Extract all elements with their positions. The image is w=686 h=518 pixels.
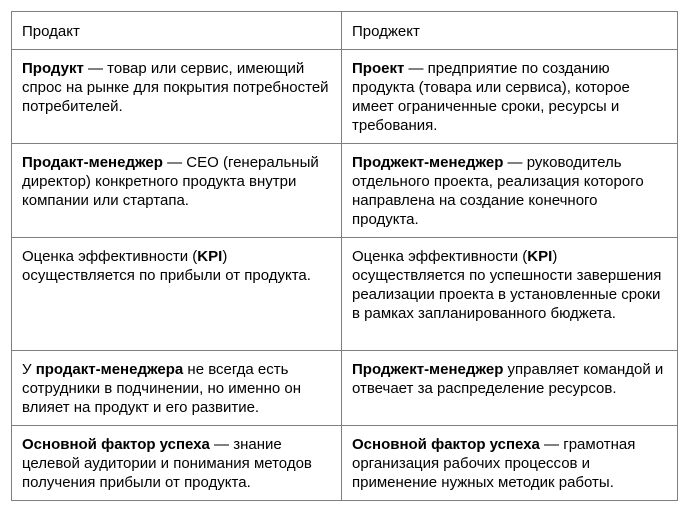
- cell-text: — предприятие по созданию продукта (товара или сервиса), которое имеет ограниченные сроки, ресурсы и требования.: [352, 60, 630, 134]
- term-bold: Проджект-менеджер: [352, 361, 504, 378]
- table-row: [12, 144, 678, 238]
- cell-text: — CEO (генеральный директор) конкретного продукта внутри компании или стартапа.: [22, 154, 319, 209]
- cell-project-success: [342, 426, 678, 501]
- table-row: [12, 50, 678, 144]
- term-bold: Основной фактор успеха: [22, 436, 210, 453]
- table-row: [12, 238, 678, 351]
- cell-project-definition: [342, 50, 678, 144]
- table-row: [12, 426, 678, 501]
- table-row: [12, 351, 678, 426]
- cell-project-manager: [342, 144, 678, 238]
- cell-product-kpi: [12, 238, 342, 351]
- cell-text: не всегда есть сотрудники в подчинении, но именно он влияет на продукт и его развитие.: [22, 361, 302, 416]
- cell-text: — грамотная организация рабочих процессов и применение нужных методик работы.: [352, 436, 636, 491]
- term-bold: Проект: [352, 60, 405, 77]
- cell-text: ) осуществляется по успешности завершения реализации проекта в установленные сроки в рамках запланированного бюджета.: [352, 248, 662, 322]
- table-header-row: [12, 12, 678, 50]
- cell-text: — знание целевой аудитории и понимания методов получения прибыли от продукта.: [22, 436, 312, 491]
- header-cell-product: [12, 12, 342, 50]
- cell-text: Оценка эффективности (: [22, 248, 198, 265]
- cell-product-success: [12, 426, 342, 501]
- cell-text: ) осуществляется по прибыли от продукта.: [22, 248, 311, 284]
- cell-text: У: [22, 361, 36, 378]
- header-label-project: Проджект: [352, 23, 420, 40]
- term-bold: продакт-менеджера: [35, 361, 184, 378]
- cell-product-team: [12, 351, 342, 426]
- term-bold: Основной фактор успеха: [352, 436, 540, 453]
- cell-text: управляет командой и отвечает за распределение ресурсов.: [352, 361, 664, 397]
- cell-text: Оценка эффективности (: [352, 248, 528, 265]
- cell-text: — товар или сервис, имеющий спрос на рынке для покрытия потребностей потребителей.: [22, 60, 329, 115]
- cell-product-manager: [12, 144, 342, 238]
- cell-project-team: [342, 351, 678, 426]
- term-bold: Продукт: [22, 60, 84, 77]
- cell-project-kpi: [342, 238, 678, 351]
- term-bold: KPI: [197, 248, 223, 265]
- term-bold: Проджект-менеджер: [352, 154, 504, 171]
- comparison-table: [11, 11, 678, 501]
- cell-product-definition: [12, 50, 342, 144]
- header-label-product: Продакт: [22, 23, 80, 40]
- cell-text: — руководитель отдельного проекта, реализация которого направлена на создание конечного продукта.: [352, 154, 644, 228]
- header-cell-project: [342, 12, 678, 50]
- term-bold: Продакт-менеджер: [22, 154, 163, 171]
- term-bold: KPI: [527, 248, 553, 265]
